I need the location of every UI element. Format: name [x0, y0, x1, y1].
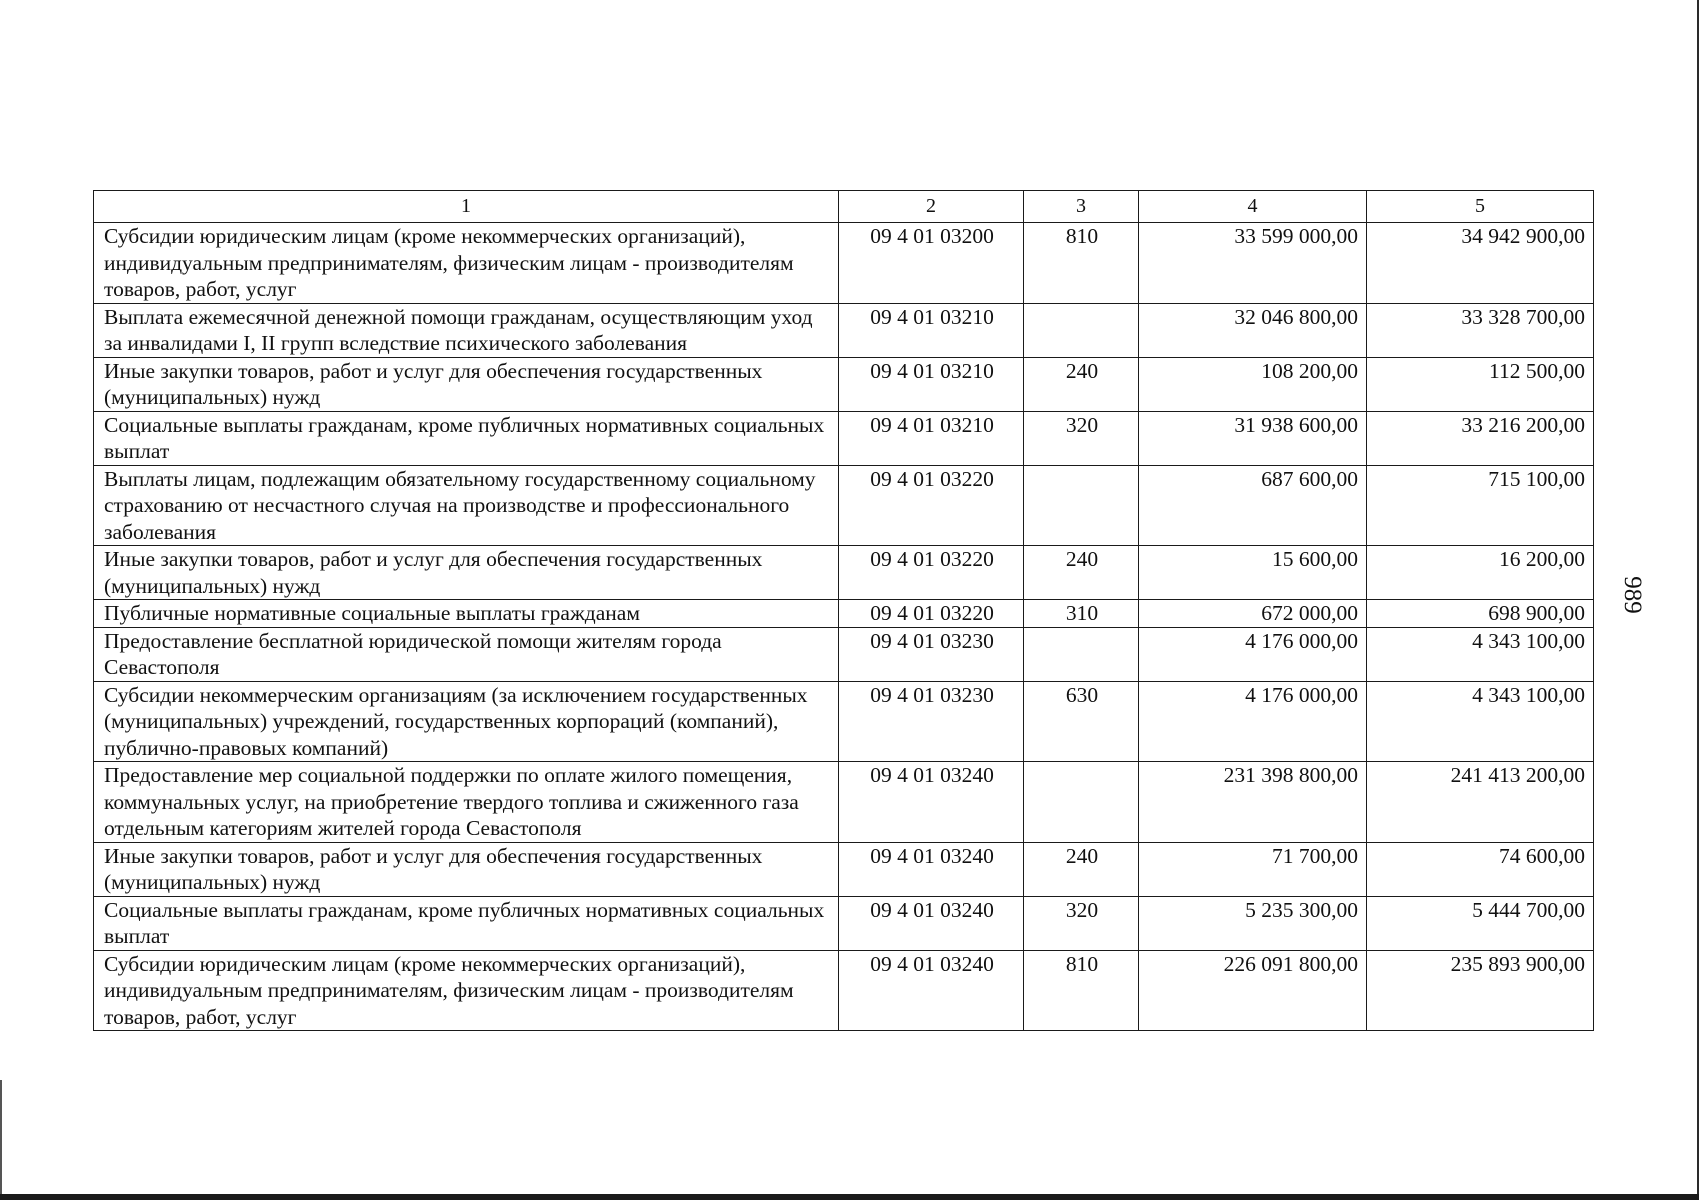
table-row — [94, 681, 1594, 762]
row-code: 09 4 01 03210 — [839, 357, 1024, 411]
row-value-5: 33 216 200,00 — [1367, 411, 1594, 465]
row-value-4: 231 398 800,00 — [1139, 762, 1367, 843]
row-code: 09 4 01 03230 — [839, 627, 1024, 681]
table-row — [94, 950, 1594, 1031]
row-value-5: 5 444 700,00 — [1367, 896, 1594, 950]
row-type: 810 — [1024, 223, 1139, 304]
page-number: 989 — [1619, 576, 1646, 614]
row-value-4: 33 599 000,00 — [1139, 223, 1367, 304]
row-code: 09 4 01 03240 — [839, 762, 1024, 843]
row-type: 310 — [1024, 600, 1139, 628]
table-row — [94, 896, 1594, 950]
table-row — [94, 627, 1594, 681]
row-value-5: 112 500,00 — [1367, 357, 1594, 411]
row-value-4: 4 176 000,00 — [1139, 627, 1367, 681]
row-code: 09 4 01 03210 — [839, 411, 1024, 465]
row-type: 630 — [1024, 681, 1139, 762]
row-name: Выплата ежемесячной денежной помощи гражданам, осуществляющим уход за инвалидами I, II групп вследствие психического заболевания — [94, 303, 839, 357]
row-type — [1024, 627, 1139, 681]
row-value-5: 16 200,00 — [1367, 546, 1594, 600]
row-name: Иные закупки товаров, работ и услуг для обеспечения государственных (муниципальных) нужд — [94, 546, 839, 600]
table-row — [94, 357, 1594, 411]
table-row — [94, 600, 1594, 628]
row-value-5: 4 343 100,00 — [1367, 681, 1594, 762]
row-code: 09 4 01 03240 — [839, 950, 1024, 1031]
table-row — [94, 223, 1594, 304]
row-value-5: 4 343 100,00 — [1367, 627, 1594, 681]
row-type: 320 — [1024, 411, 1139, 465]
table-row — [94, 546, 1594, 600]
row-value-5: 33 328 700,00 — [1367, 303, 1594, 357]
row-name: Социальные выплаты гражданам, кроме публичных нормативных социальных выплат — [94, 411, 839, 465]
row-value-4: 5 235 300,00 — [1139, 896, 1367, 950]
row-type: 320 — [1024, 896, 1139, 950]
row-value-5: 34 942 900,00 — [1367, 223, 1594, 304]
row-code: 09 4 01 03240 — [839, 896, 1024, 950]
row-type — [1024, 465, 1139, 546]
row-code: 09 4 01 03220 — [839, 546, 1024, 600]
row-name: Субсидии некоммерческим организациям (за исключением государственных (муниципальных) учреждений, государственных корпораций (компаний), публично-правовых компаний) — [94, 681, 839, 762]
table-row — [94, 465, 1594, 546]
scan-edge-bottom — [0, 1194, 1699, 1200]
row-value-4: 672 000,00 — [1139, 600, 1367, 628]
row-name: Иные закупки товаров, работ и услуг для обеспечения государственных (муниципальных) нужд — [94, 842, 839, 896]
budget-table — [93, 190, 1594, 1031]
row-name: Публичные нормативные социальные выплаты гражданам — [94, 600, 839, 628]
row-value-4: 32 046 800,00 — [1139, 303, 1367, 357]
column-header-3: 3 — [1024, 191, 1139, 223]
row-name: Выплаты лицам, подлежащим обязательному государственному социальному страхованию от несчастного случая на производстве и профессионального заболевания — [94, 465, 839, 546]
row-type — [1024, 762, 1139, 843]
row-type: 240 — [1024, 842, 1139, 896]
row-type: 810 — [1024, 950, 1139, 1031]
row-value-4: 226 091 800,00 — [1139, 950, 1367, 1031]
row-name: Предоставление бесплатной юридической помощи жителям города Севастополя — [94, 627, 839, 681]
row-value-5: 241 413 200,00 — [1367, 762, 1594, 843]
row-name: Иные закупки товаров, работ и услуг для обеспечения государственных (муниципальных) нужд — [94, 357, 839, 411]
row-value-5: 74 600,00 — [1367, 842, 1594, 896]
row-code: 09 4 01 03220 — [839, 465, 1024, 546]
column-header-4: 4 — [1139, 191, 1367, 223]
row-code: 09 4 01 03220 — [839, 600, 1024, 628]
row-code: 09 4 01 03230 — [839, 681, 1024, 762]
row-code: 09 4 01 03240 — [839, 842, 1024, 896]
row-value-4: 31 938 600,00 — [1139, 411, 1367, 465]
row-type: 240 — [1024, 546, 1139, 600]
table-header-row — [94, 191, 1594, 223]
table-row — [94, 303, 1594, 357]
column-header-2: 2 — [839, 191, 1024, 223]
row-name: Социальные выплаты гражданам, кроме публичных нормативных социальных выплат — [94, 896, 839, 950]
row-code: 09 4 01 03210 — [839, 303, 1024, 357]
row-value-5: 698 900,00 — [1367, 600, 1594, 628]
row-value-4: 687 600,00 — [1139, 465, 1367, 546]
row-value-4: 4 176 000,00 — [1139, 681, 1367, 762]
row-name: Предоставление мер социальной поддержки по оплате жилого помещения, коммунальных услуг, на приобретение твердого топлива и сжиженного газа отдельным категориям жителей города Севастополя — [94, 762, 839, 843]
row-value-4: 15 600,00 — [1139, 546, 1367, 600]
row-type: 240 — [1024, 357, 1139, 411]
row-type — [1024, 303, 1139, 357]
scan-edge-left — [0, 1080, 2, 1200]
column-header-1: 1 — [94, 191, 839, 223]
row-name: Субсидии юридическим лицам (кроме некоммерческих организаций), индивидуальным предпринимателям, физическим лицам - производителям товаров, работ, услуг — [94, 223, 839, 304]
row-value-4: 71 700,00 — [1139, 842, 1367, 896]
row-code: 09 4 01 03200 — [839, 223, 1024, 304]
table-row — [94, 842, 1594, 896]
row-value-4: 108 200,00 — [1139, 357, 1367, 411]
table-row — [94, 411, 1594, 465]
row-value-5: 715 100,00 — [1367, 465, 1594, 546]
table-row — [94, 762, 1594, 843]
row-name: Субсидии юридическим лицам (кроме некоммерческих организаций), индивидуальным предпринимателям, физическим лицам - производителям товаров, работ, услуг — [94, 950, 839, 1031]
column-header-5: 5 — [1367, 191, 1594, 223]
row-value-5: 235 893 900,00 — [1367, 950, 1594, 1031]
